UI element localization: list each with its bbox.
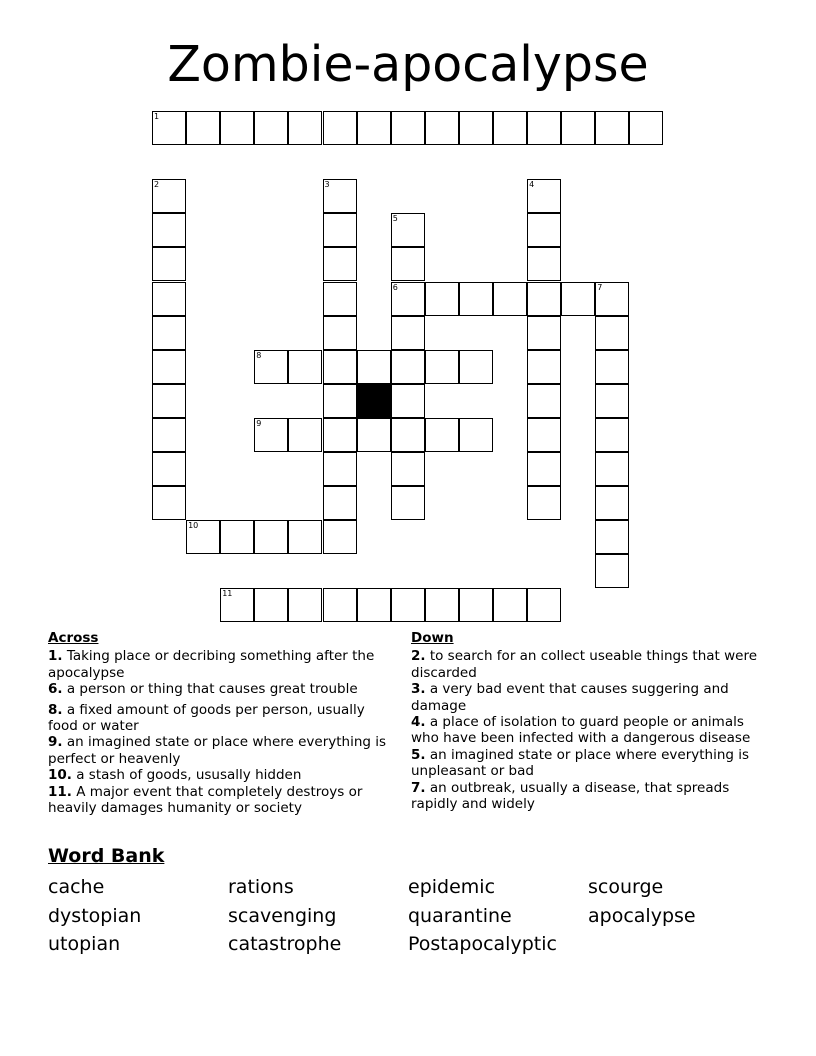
clue-number: 9.: [48, 734, 63, 751]
grid-cell[interactable]: [459, 588, 493, 622]
clue-text: A major event that completely destroys or heavily damages humanity or society: [48, 783, 363, 817]
grid-cell[interactable]: [323, 213, 357, 247]
clue-number: 7.: [411, 779, 426, 796]
black-cell: [357, 384, 391, 418]
clue-text: a place of isolation to guard people or animals who have been infected with a dangerous disease: [411, 714, 751, 747]
grid-cell[interactable]: [527, 486, 561, 520]
grid-cell[interactable]: [323, 520, 357, 554]
grid-cell[interactable]: [391, 350, 425, 384]
grid-cell[interactable]: [323, 111, 357, 145]
grid-cell[interactable]: [527, 213, 561, 247]
clue-number-label: 6: [392, 282, 398, 292]
grid-cell[interactable]: [595, 520, 629, 554]
grid-cell[interactable]: [220, 588, 254, 622]
grid-cell[interactable]: [152, 452, 186, 486]
grid-cell[interactable]: [152, 213, 186, 247]
grid-cell[interactable]: [595, 384, 629, 418]
grid-cell[interactable]: [357, 418, 391, 452]
grid-cell[interactable]: [561, 282, 595, 316]
grid-cell[interactable]: [459, 282, 493, 316]
grid-cell[interactable]: [254, 111, 288, 145]
grid-cell[interactable]: [595, 316, 629, 350]
across-clue: [48, 767, 398, 783]
word-bank-word: quarantine: [408, 905, 512, 927]
clue-text: an imagined state or place where everything is perfect or heavenly: [48, 734, 387, 767]
grid-cell[interactable]: [254, 418, 288, 452]
clue-number: 1.: [48, 648, 63, 665]
clue-text: an outbreak, usually a disease, that spreads rapidly and widely: [411, 779, 730, 813]
across-heading: Across: [48, 630, 99, 646]
clue-number-label: 8: [256, 350, 262, 360]
grid-cell[interactable]: [391, 418, 425, 452]
grid-cell[interactable]: [595, 452, 629, 486]
clue-number-label: 1: [154, 112, 160, 121]
grid-cell[interactable]: [391, 247, 425, 281]
grid-cell[interactable]: [152, 247, 186, 281]
down-clue: [411, 747, 766, 780]
grid-cell[interactable]: [152, 316, 186, 350]
grid-cell[interactable]: [323, 486, 357, 520]
grid-cell[interactable]: [391, 316, 425, 350]
word-bank-word: scavenging: [228, 905, 337, 927]
grid-cell[interactable]: [595, 486, 629, 520]
grid-cell[interactable]: [459, 111, 493, 145]
grid-cell[interactable]: [152, 179, 186, 213]
word-bank-word: apocalypse: [588, 905, 696, 927]
clue-number: 2.: [411, 648, 426, 665]
grid-cell[interactable]: [323, 282, 357, 316]
clue-text: Taking place or decribing something after the apocalypse: [48, 648, 375, 681]
grid-cell[interactable]: [152, 384, 186, 418]
across-clue: [48, 702, 398, 735]
clue-text: a person or thing that causes great trouble: [66, 681, 358, 698]
word-bank-heading: Word Bank: [48, 845, 165, 867]
grid-cell[interactable]: [288, 520, 322, 554]
grid-cell[interactable]: [425, 282, 459, 316]
grid-cell[interactable]: [391, 452, 425, 486]
clue-number-label: 5: [392, 214, 398, 224]
clue-text: a very bad event that causes suggering and damage: [411, 681, 729, 714]
word-bank-word: catastrophe: [228, 933, 342, 955]
across-clues: [48, 630, 398, 816]
clue-number: 3.: [411, 681, 426, 698]
down-clue: [411, 648, 766, 681]
grid-cell[interactable]: [527, 350, 561, 384]
grid-cell[interactable]: [527, 316, 561, 350]
grid-cell[interactable]: [595, 418, 629, 452]
grid-cell[interactable]: [357, 350, 391, 384]
grid-cell[interactable]: [323, 384, 357, 418]
clue-number-label: 3: [324, 180, 330, 190]
grid-cell[interactable]: [561, 111, 595, 145]
grid-cell[interactable]: [323, 350, 357, 384]
grid-cell[interactable]: [152, 486, 186, 520]
grid-cell[interactable]: [425, 588, 459, 622]
down-heading: Down: [411, 630, 454, 646]
grid-cell[interactable]: [288, 418, 322, 452]
grid-cell[interactable]: [391, 213, 425, 247]
word-bank-word: Postapocalyptic: [408, 933, 557, 955]
puzzle-title: Zombie-apocalypse: [167, 36, 649, 93]
clue-number: 4.: [411, 714, 426, 731]
grid-cell[interactable]: [493, 282, 527, 316]
grid-cell[interactable]: [527, 179, 561, 213]
grid-cell[interactable]: [527, 384, 561, 418]
word-bank-word: epidemic: [408, 876, 496, 898]
grid-cell[interactable]: [323, 179, 357, 213]
grid-cell[interactable]: [152, 350, 186, 384]
clue-text: a fixed amount of goods per person, usually food or water: [48, 701, 365, 735]
grid-cell[interactable]: [288, 350, 322, 384]
grid-cell[interactable]: [493, 588, 527, 622]
grid-cell[interactable]: [595, 350, 629, 384]
clue-number: 10.: [48, 767, 72, 784]
grid-cell[interactable]: [527, 418, 561, 452]
grid-cell[interactable]: [459, 418, 493, 452]
down-clues: [411, 630, 766, 812]
word-bank-word: scourge: [588, 876, 664, 898]
grid-cell[interactable]: [391, 486, 425, 520]
grid-cell[interactable]: [391, 588, 425, 622]
across-clue: [48, 681, 398, 697]
grid-cell[interactable]: [527, 588, 561, 622]
grid-cell[interactable]: [629, 111, 663, 145]
grid-cell[interactable]: [323, 316, 357, 350]
grid-cell[interactable]: [425, 418, 459, 452]
grid-cell[interactable]: [323, 588, 357, 622]
grid-cell[interactable]: [357, 111, 391, 145]
grid-cell[interactable]: [425, 111, 459, 145]
across-clue: [48, 734, 398, 767]
grid-cell[interactable]: [493, 111, 527, 145]
grid-cell[interactable]: [527, 452, 561, 486]
grid-cell[interactable]: [391, 111, 425, 145]
clue-number: 8.: [48, 701, 63, 718]
grid-cell[interactable]: [152, 282, 186, 316]
clue-number: 11.: [48, 783, 72, 800]
word-bank-word: dystopian: [48, 905, 142, 927]
down-clue: [411, 780, 766, 813]
grid-cell[interactable]: [595, 111, 629, 145]
clue-text: an imagined state or place where everything is unpleasant or bad: [411, 746, 750, 780]
grid-cell[interactable]: [391, 384, 425, 418]
grid-cell[interactable]: [425, 350, 459, 384]
grid-cell[interactable]: [220, 111, 254, 145]
grid-cell[interactable]: [527, 111, 561, 145]
grid-cell[interactable]: [391, 282, 425, 316]
grid-cell[interactable]: [527, 282, 561, 316]
grid-cell[interactable]: [595, 282, 629, 316]
grid-cell[interactable]: [220, 520, 254, 554]
clue-number-label: 9: [256, 418, 262, 428]
grid-cell[interactable]: [254, 520, 288, 554]
grid-cell[interactable]: [186, 520, 220, 554]
grid-cell[interactable]: [254, 350, 288, 384]
across-clue: [48, 648, 398, 681]
clue-number-label: 7: [597, 282, 603, 292]
down-clue: [411, 681, 766, 714]
grid-cell[interactable]: [288, 588, 322, 622]
clue-number-label: 10: [188, 521, 199, 531]
grid-cell[interactable]: [527, 247, 561, 281]
grid-cell[interactable]: [323, 452, 357, 486]
down-clue: [411, 714, 766, 747]
word-bank-word: rations: [228, 876, 294, 898]
clue-number: 5.: [411, 746, 426, 763]
word-bank-word: cache: [48, 876, 105, 898]
word-bank-word: utopian: [48, 933, 121, 955]
grid-cell[interactable]: [459, 350, 493, 384]
clue-number-label: 4: [529, 180, 535, 190]
grid-cell[interactable]: [152, 418, 186, 452]
grid-cell[interactable]: [254, 588, 288, 622]
grid-cell[interactable]: [288, 111, 322, 145]
clue-text: a stash of goods, ususally hidden: [76, 767, 302, 784]
grid-cell[interactable]: [186, 111, 220, 145]
grid-cell[interactable]: [357, 588, 391, 622]
clue-number: 6.: [48, 681, 63, 698]
grid-cell[interactable]: [323, 418, 357, 452]
across-clue: [48, 784, 398, 817]
clue-number-label: 2: [154, 180, 160, 190]
clue-number-label: 11: [222, 589, 233, 599]
clue-text: to search for an collect useable things that were discarded: [411, 648, 758, 681]
grid-cell[interactable]: [323, 247, 357, 281]
grid-cell[interactable]: [595, 554, 629, 588]
grid-cell[interactable]: [152, 111, 186, 145]
